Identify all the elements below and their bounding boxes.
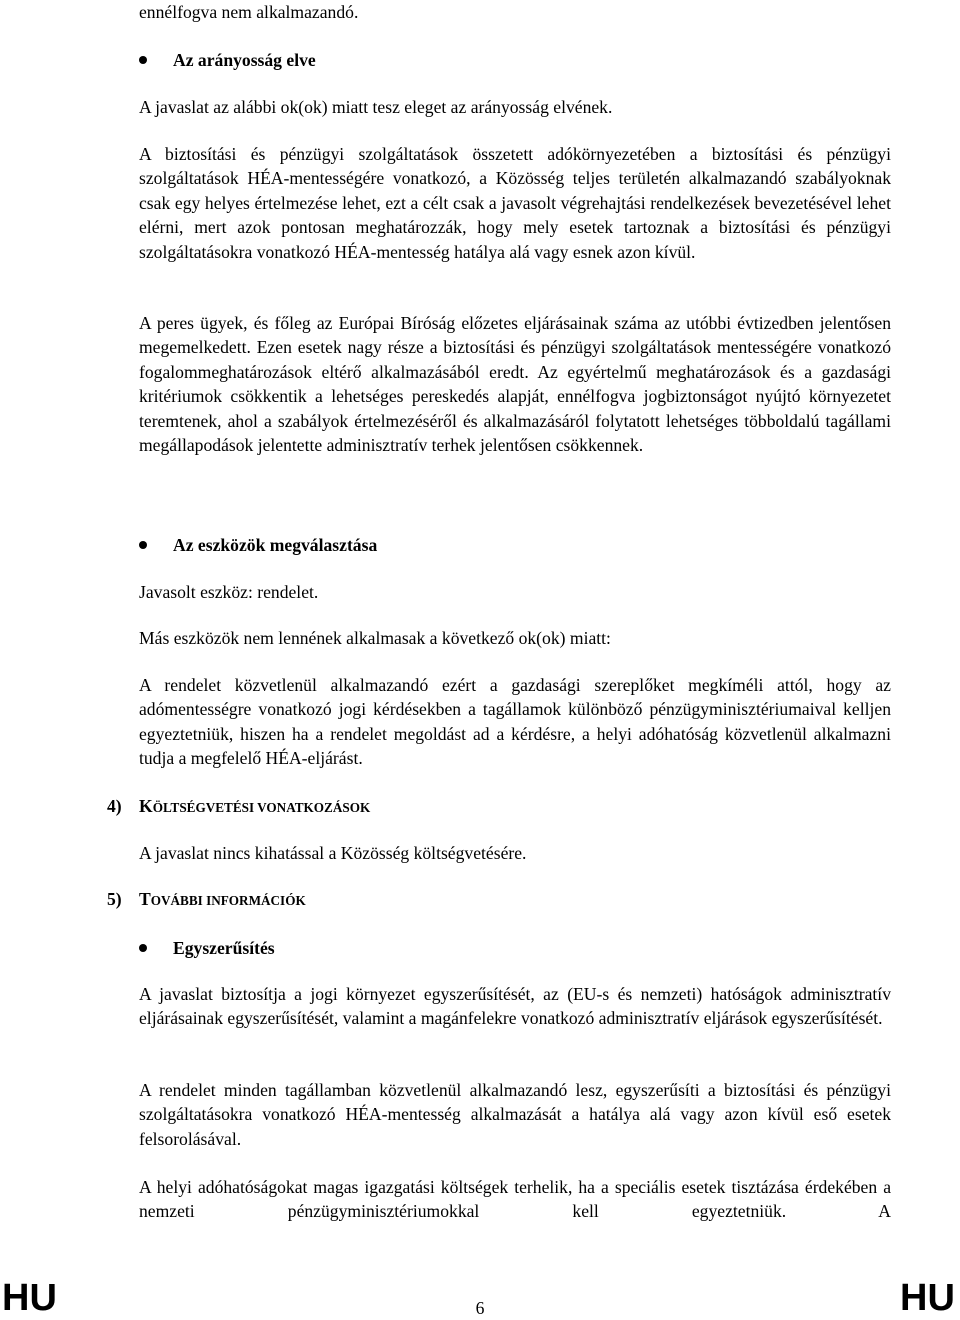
bullet-dot-icon	[139, 541, 147, 549]
heading-number: 5)	[107, 889, 122, 909]
paragraph-instr-1: Javasolt eszköz: rendelet.	[139, 582, 319, 602]
heading-rest: ÖLTSÉGVETÉSI VONATKOZÁSOK	[152, 800, 371, 815]
paragraph-simp-1: A javaslat biztosítja a jogi környezet egyszerűsítését, az (EU-s és nemzeti) hatóságok adminisztratív eljárásainak egyszerűsítését, valamint a magánfelekre vonatkozó adminisztratív eljárások egyszerűsítését.	[139, 984, 891, 1029]
paragraph-top: ennélfogva nem alkalmazandó.	[139, 2, 359, 22]
bullet-proportionality-label: Az arányosság elve	[173, 50, 316, 70]
paragraph-prop-1: A biztosítási és pénzügyi szolgáltatások összetett adókörnyezetében a biztosítási és pénzügyi szolgáltatások HÉA-mentességére vonatkozó, a Közösség teljes területén alkalmazandó szabályoknak csak egy helyes értelmezése lehet, ezt a célt csak a javasolt végrehajtási rendelkezések bevezetésével lehet elérni, mert azok pontosan meghatározzák, hogy mely esetek tartoznak a biztosítási és pénzügyi szolgáltatásokra vonatkozó HÉA-mentesség hatálya alá vagy esnek azon kívül.	[139, 144, 891, 262]
paragraph-budget: A javaslat nincs kihatással a Közösség költségvetésére.	[139, 843, 527, 863]
paragraph-prop-intro: A javaslat az alábbi ok(ok) miatt tesz eleget az arányosság elvének.	[139, 97, 613, 117]
heading-rest: OVÁBBI INFORMÁCIÓK	[150, 893, 306, 908]
bullet-simplification-label: Egyszerűsítés	[173, 938, 275, 958]
bullet-dot-icon	[139, 944, 147, 952]
section-heading-5	[107, 887, 306, 913]
paragraph-simp-2: A rendelet minden tagállamban közvetlenül alkalmazandó lesz, egyszerűsíti a biztosítási és pénzügyi szolgáltatásokra vonatkozó HÉA-mentesség alkalmazását a hatálya alá vagy azon kívül eső esetek felsorolásával.	[139, 1080, 891, 1149]
footer-language-left: HU	[2, 1277, 57, 1319]
heading-first-letter: T	[139, 889, 151, 909]
section-heading-4	[107, 794, 370, 820]
footer-language-right: HU	[900, 1277, 955, 1319]
heading-number: 4)	[107, 796, 122, 816]
bullet-instruments-label: Az eszközök megválasztása	[173, 535, 378, 555]
paragraph-simp-3: A helyi adóhatóságokat magas igazgatási költségek terhelik, ha a speciális esetek tisztázása érdekében a nemzeti pénzügyminisztériumokkal kell egyeztetniük. A	[139, 1177, 891, 1222]
bullet-dot-icon	[139, 56, 147, 64]
heading-first-letter: K	[139, 796, 153, 816]
page-number: 6	[475, 1298, 485, 1318]
paragraph-instr-3: A rendelet közvetlenül alkalmazandó ezért a gazdasági szereplőket megkíméli attól, hogy az adómentességre vonatkozó jogi kérdésekben a tagállamok különböző pénzügyminisztériumaival kelljen egyeztetniük, hiszen ha a rendelet megoldást ad a kérdésre, a helyi adóhatóság közvetlenül alkalmazni tudja a megfelelő HÉA-eljárást.	[139, 675, 891, 769]
paragraph-prop-2: A peres ügyek, és főleg az Európai Bíróság előzetes eljárásainak száma az utóbbi évtizedben jelentősen megemelkedett. Ezen esetek nagy része a biztosítási és pénzügyi szolgáltatások mentességére vonatkozó fogalommeghatározások eltérő alkalmazásából eredt. Az egyértelmű meghatározások és a gazdasági kritériumok csökkentik a lehetséges pereskedés alapját, ennélfogva jogbiztonságot nyújtó környezetet teremtenek, ahol a szabályok értelmezéséről és alkalmazásáról folytatott lehetséges többoldalú tagállami megállapodások jelentette adminisztratív terhek jelentősen csökkennek.	[139, 313, 891, 456]
paragraph-instr-2: Más eszközök nem lennének alkalmasak a következő ok(ok) miatt:	[139, 628, 611, 648]
